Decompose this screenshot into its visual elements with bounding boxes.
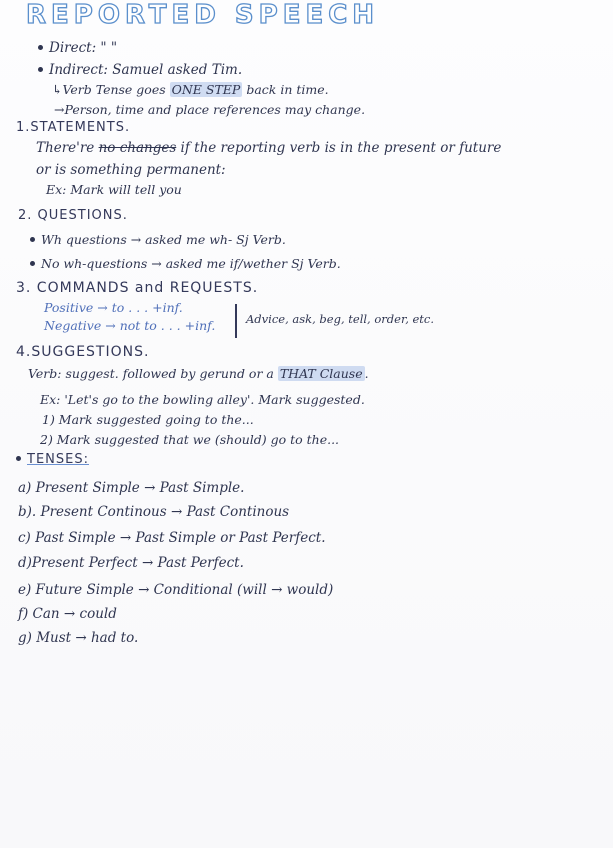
that-clause-highlight: THAT Clause bbox=[279, 366, 363, 381]
tense-item: f) Can → could bbox=[18, 606, 117, 622]
verb-tense-prefix: ↳Verb Tense goes bbox=[52, 82, 170, 97]
tense-item: b). Present Continous → Past Continous bbox=[18, 504, 290, 520]
indirect-text: Indirect: Samuel asked Tim. bbox=[49, 62, 243, 78]
bullet-icon bbox=[30, 261, 35, 266]
statements-line-1b: if the reporting verb is in the present or future bbox=[176, 140, 502, 156]
statements-heading: 1.STATEMENTS. bbox=[16, 120, 131, 135]
person-line: →Person, time and place references may change. bbox=[54, 102, 366, 117]
suggest-example: Ex: 'Let's go to the bowling alley'. Mark suggested. bbox=[40, 392, 365, 407]
tense-item: c) Past Simple → Past Simple or Past Perfect. bbox=[18, 530, 326, 546]
statements-line-1 bbox=[36, 140, 501, 156]
bullet-icon bbox=[16, 456, 21, 461]
wh-questions-text: Wh questions → asked me wh- Sj Verb. bbox=[41, 232, 286, 247]
one-step-highlight: ONE STEP bbox=[171, 82, 241, 97]
bullet-icon bbox=[38, 67, 43, 72]
command-verbs: Advice, ask, beg, tell, order, etc. bbox=[246, 312, 435, 326]
verb-tense-suffix: back in time. bbox=[242, 82, 329, 97]
direct-text: Direct: " " bbox=[49, 40, 118, 56]
tense-item: a) Present Simple → Past Simple. bbox=[18, 480, 245, 496]
suggestions-heading: 4.SUGGESTIONS. bbox=[16, 344, 150, 360]
statements-example: Ex: Mark will tell you bbox=[46, 182, 182, 197]
direct-line bbox=[38, 40, 117, 56]
suggest-verb-b: . bbox=[364, 366, 369, 381]
negative-line: Negative → not to . . . +inf. bbox=[44, 318, 216, 333]
tense-item: d)Present Perfect → Past Perfect. bbox=[18, 555, 244, 571]
statements-line-1a: There're bbox=[36, 140, 99, 156]
statements-line-2: or is something permanent: bbox=[36, 162, 226, 178]
no-wh-questions-line bbox=[30, 256, 341, 271]
page-title: REPORTED SPEECH bbox=[26, 0, 380, 30]
indirect-line bbox=[38, 62, 242, 78]
no-changes-text: no changes bbox=[98, 140, 177, 156]
suggest-verb-line bbox=[28, 366, 369, 381]
verb-tense-line bbox=[52, 82, 329, 97]
bullet-icon bbox=[30, 237, 35, 242]
tenses-heading-text: TENSES: bbox=[27, 452, 89, 467]
tenses-heading bbox=[16, 452, 89, 467]
bullet-icon bbox=[38, 45, 43, 50]
commands-heading: 3. COMMANDS and REQUESTS. bbox=[16, 280, 259, 296]
suggest-option-1: 1) Mark suggested going to the... bbox=[42, 412, 254, 427]
positive-line: Positive → to . . . +inf. bbox=[44, 300, 183, 315]
tense-item: g) Must → had to. bbox=[18, 630, 139, 646]
no-wh-questions-text: No wh-questions → asked me if/wether Sj Verb. bbox=[41, 256, 341, 271]
tense-item: e) Future Simple → Conditional (will → would) bbox=[18, 582, 334, 598]
bracket-divider bbox=[235, 304, 237, 338]
questions-heading: 2. QUESTIONS. bbox=[18, 208, 128, 223]
suggest-option-2: 2) Mark suggested that we (should) go to the... bbox=[40, 432, 340, 447]
wh-questions-line bbox=[30, 232, 286, 247]
suggest-verb-a: Verb: suggest. followed by gerund or a bbox=[28, 366, 278, 381]
